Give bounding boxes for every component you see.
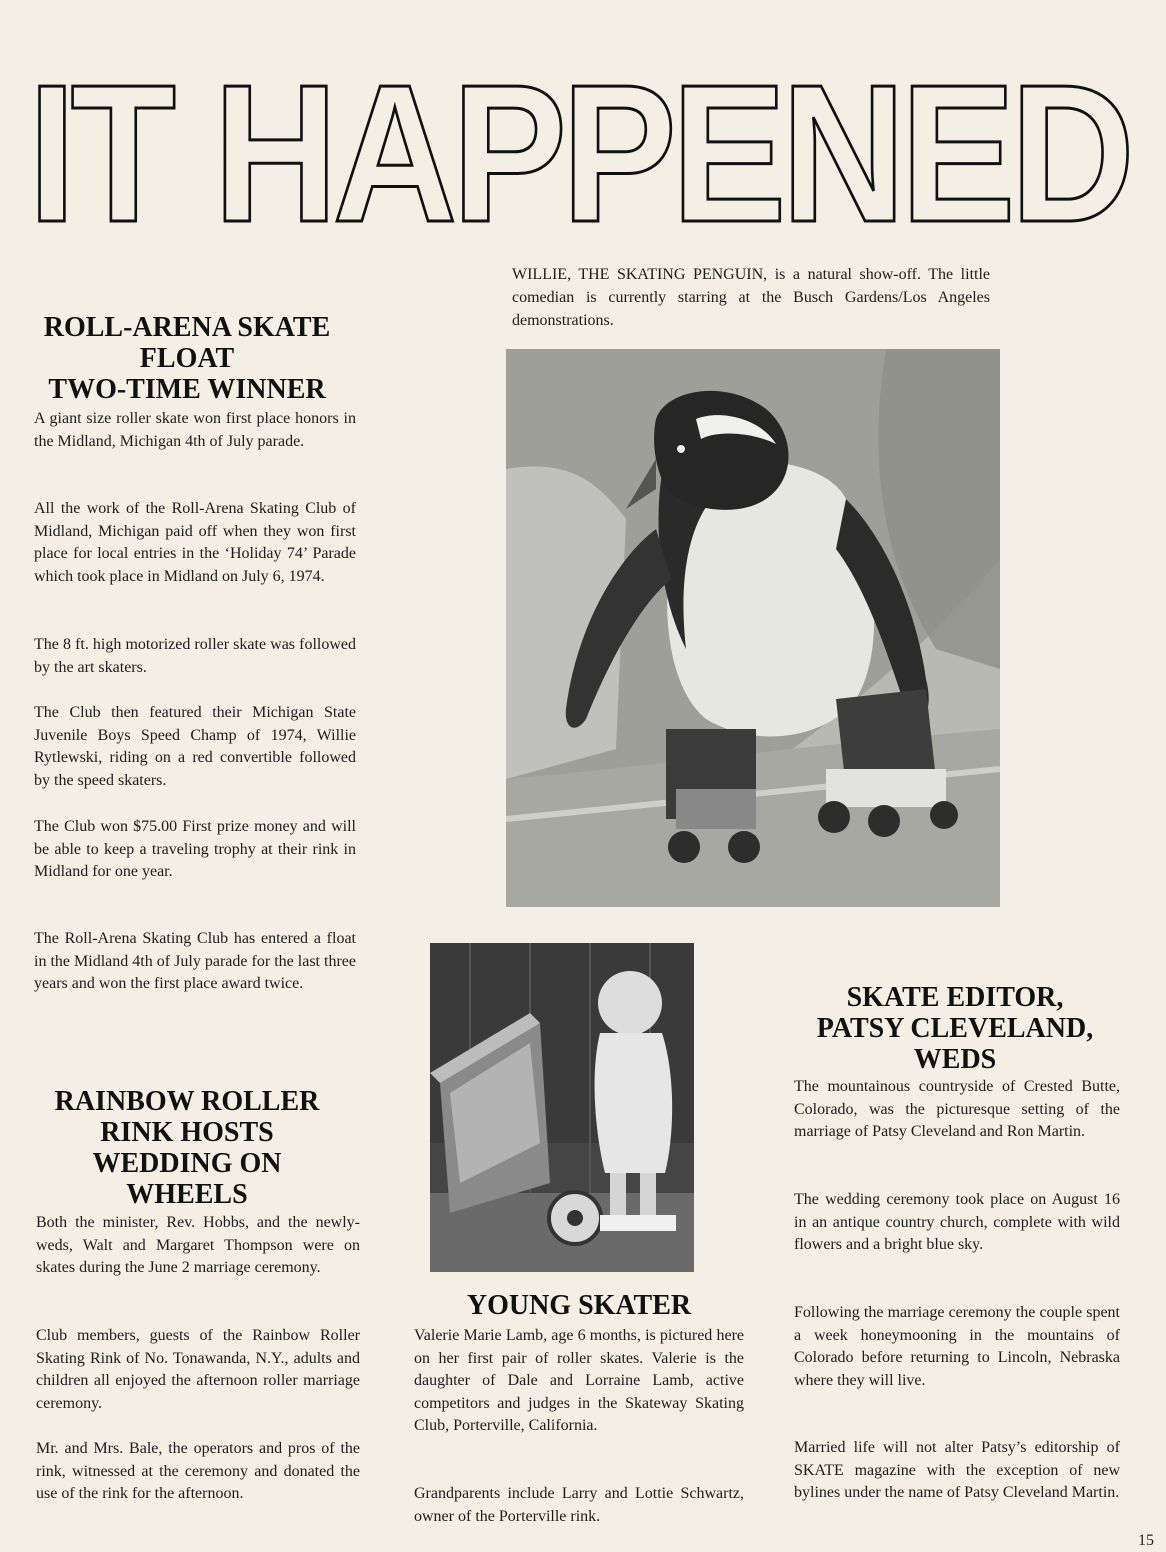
editor-paragraph: Married life will not alter Patsy’s editorship of SKATE magazine with the exception of new bylines under the name of Patsy Cleveland Martin.: [794, 1439, 1120, 1501]
editor-paragraph: The wedding ceremony took place on August 16 in an antique country church, complete with wild flowers and a bright blue sky.: [794, 1191, 1120, 1253]
roll-arena-paragraph: The Roll-Arena Skating Club has entered a float in the Midland 4th of July parade for the last three years and won the first place award twice.: [34, 930, 356, 992]
rainbow-paragraph: Club members, guests of the Rainbow Roller Skating Rink of No. Tonawanda, N.Y., adults and children all enjoyed the afternoon roller marriage ceremony.: [36, 1327, 360, 1412]
young-skater-photo: [430, 943, 694, 1272]
young-skater-headline: YOUNG SKATER: [466, 1290, 692, 1321]
editor-paragraph: The mountainous countryside of Crested Butte, Colorado, was the picturesque setting of the marriage of Patsy Cleveland and Ron Martin.: [794, 1078, 1120, 1140]
rainbow-paragraph: Both the minister, Rev. Hobbs, and the newly-weds, Walt and Margaret Thompson were on skates during the June 2 marriage ceremony.: [36, 1214, 360, 1276]
rainbow-paragraph: Mr. and Mrs. Bale, the operators and pros of the rink, witnessed at the ceremony and donated the use of the rink for the afternoon.: [36, 1440, 360, 1502]
penguin-photo: [506, 349, 1000, 907]
young-skater-paragraph: Valerie Marie Lamb, age 6 months, is pictured here on her first pair of roller skates. Valerie is the daughter of Dale and Lorraine Lamb, active competitors and judges in the Skateway Skating Club, Porterville, California.: [414, 1327, 744, 1434]
roll-arena-paragraph: The 8 ft. high motorized roller skate was followed by the art skaters.: [34, 636, 356, 676]
young-skater-paragraph: Grandparents include Larry and Lottie Schwartz, owner of the Porterville rink.: [414, 1485, 744, 1525]
roll-arena-paragraph: A giant size roller skate won first place honors in the Midland, Michigan 4th of July parade.: [34, 410, 356, 450]
masthead-title: IT HAPPENED: [28, 44, 1130, 263]
rainbow-headline: RAINBOW ROLLER RINK HOSTS WEDDING ON WHEELS: [54, 1086, 320, 1210]
roll-arena-paragraph: All the work of the Roll-Arena Skating Club of Midland, Michigan paid off when they won first place for local entries in the ‘Holiday 74’ Parade which took place in Midland on July 6, 1974.: [34, 500, 356, 585]
page-number: 15: [1138, 1532, 1154, 1549]
roll-arena-paragraph: The Club won $75.00 First prize money and will be able to keep a traveling trophy at their rink in Midland for one year.: [34, 818, 356, 880]
roll-arena-paragraph: The Club then featured their Michigan State Juvenile Boys Speed Champ of 1974, Willie Rytlewski, riding on a red convertible followed by the speed skaters.: [34, 704, 356, 789]
editor-paragraph: Following the marriage ceremony the couple spent a week honeymooning in the mountains of Colorado before returning to Lincoln, Nebraska where they will live.: [794, 1304, 1120, 1389]
roll-arena-headline: ROLL-ARENA SKATE FLOAT TWO-TIME WINNER: [43, 312, 331, 405]
editor-headline: SKATE EDITOR, PATSY CLEVELAND, WEDS: [816, 982, 1094, 1075]
penguin-caption: WILLIE, THE SKATING PENGUIN, is a natural show-off. The little comedian is currently starring at the Busch Gardens/Los Angeles demonstrations.: [512, 266, 990, 329]
